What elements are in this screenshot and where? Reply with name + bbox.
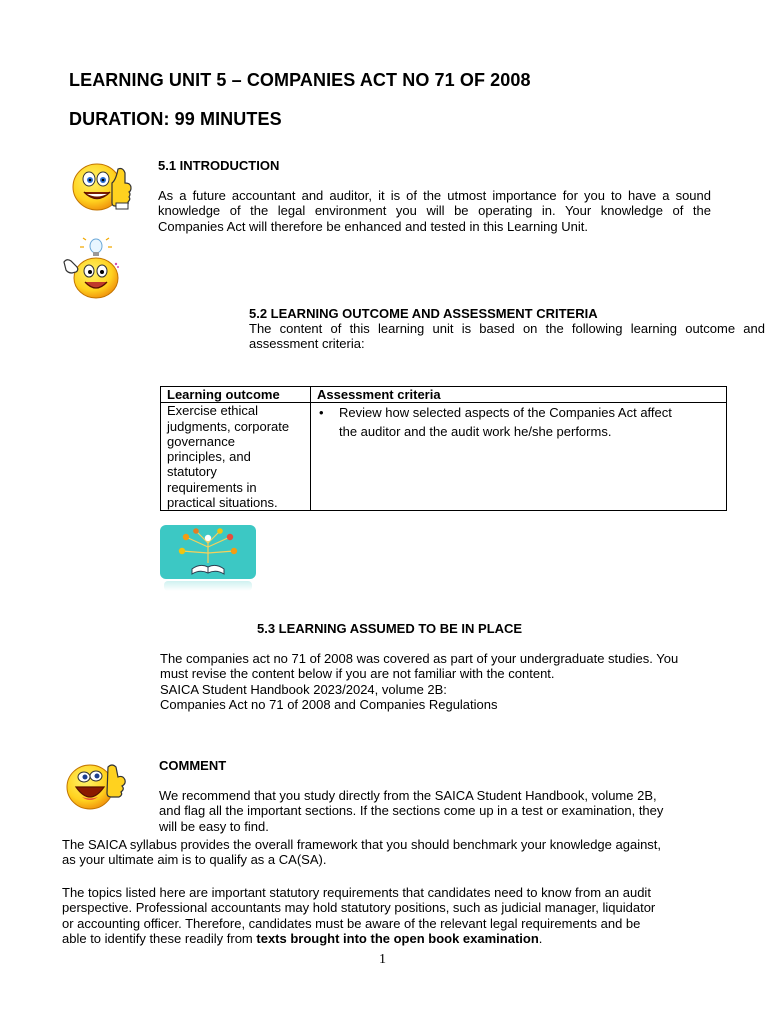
topics-line: or accounting officer. Therefore, candidates must be aware of the relevant legal requirements and be bbox=[62, 915, 641, 931]
bullet-icon: • bbox=[319, 405, 324, 421]
smiley-lightbulb-icon bbox=[60, 236, 122, 300]
syllabus-line: as your ultimate aim is to qualify as a CA(SA). bbox=[62, 852, 327, 868]
mind-map-book-icon bbox=[160, 525, 257, 593]
table-header-row bbox=[161, 387, 727, 403]
table-header-outcome: Learning outcome bbox=[161, 387, 311, 403]
assumed-line: must revise the content below if you are not familiar with the content. bbox=[160, 666, 555, 682]
table-header-criteria: Assessment criteria bbox=[311, 387, 727, 403]
topics-line: The topics listed here are important statutory requirements that candidates need to know from an audit bbox=[62, 885, 651, 900]
outcome-cell bbox=[161, 403, 311, 511]
assumed-paragraph bbox=[160, 651, 727, 712]
outcome-line: assessment criteria: bbox=[249, 336, 365, 352]
assumed-line: Companies Act no 71 of 2008 and Companies Regulations bbox=[160, 696, 498, 712]
assumed-line: The companies act no 71 of 2008 was covered as part of your undergraduate studies. You bbox=[160, 651, 679, 666]
intro-line: Companies Act will therefore be enhanced and tested in this Learning Unit. bbox=[158, 218, 588, 234]
assumed-line: SAICA Student Handbook 2023/2024, volume 2B: bbox=[160, 681, 447, 697]
intro-line: knowledge of the legal environment you will be operating in. Your knowledge of the bbox=[158, 203, 711, 219]
comment-line: and flag all the important sections. If the sections come up in a test or examination, they bbox=[159, 803, 664, 819]
page-number: 1 bbox=[379, 952, 386, 967]
intro-paragraph bbox=[158, 188, 711, 234]
topics-paragraph bbox=[62, 885, 722, 946]
outcome-line: statutory bbox=[167, 464, 217, 480]
outcome-line: requirements in bbox=[167, 479, 257, 495]
outcome-line: The content of this learning unit is based on the following learning outcome and bbox=[249, 321, 765, 336]
outcome-line: judgments, corporate bbox=[167, 418, 290, 434]
topics-last-line-bold: texts brought into the open book examination bbox=[256, 930, 539, 946]
learning-outcome-table bbox=[160, 386, 727, 511]
comment-paragraph bbox=[159, 788, 712, 834]
criteria-line: the auditor and the audit work he/she performs. bbox=[339, 423, 612, 439]
comment-line: We recommend that you study directly from the SAICA Student Handbook, volume 2B, bbox=[159, 788, 657, 803]
duration-heading: DURATION: 99 MINUTES bbox=[69, 109, 282, 129]
outcome-paragraph bbox=[249, 321, 765, 352]
outcome-line: practical situations. bbox=[167, 495, 278, 511]
intro-heading: 5.1 INTRODUCTION bbox=[158, 158, 280, 173]
outcome-line: principles, and bbox=[167, 449, 251, 465]
topics-last-line-start: able to identify these readily from bbox=[62, 930, 257, 946]
outcome-line: Exercise ethical bbox=[167, 403, 259, 419]
syllabus-paragraph bbox=[62, 837, 722, 868]
outcome-heading: 5.2 LEARNING OUTCOME AND ASSESSMENT CRITERIA bbox=[249, 306, 598, 321]
smiley-waving-icon bbox=[64, 757, 128, 813]
criteria-line: Review how selected aspects of the Companies Act affect bbox=[339, 405, 672, 421]
criteria-bullet-item bbox=[317, 405, 720, 439]
outcome-line: governance bbox=[167, 433, 235, 449]
unit-title: LEARNING UNIT 5 – COMPANIES ACT NO 71 OF 2008 bbox=[69, 70, 531, 90]
assumed-heading: 5.3 LEARNING ASSUMED TO BE IN PLACE bbox=[257, 621, 523, 636]
topics-last-line-end: . bbox=[538, 930, 543, 946]
topics-line: perspective. Professional accountants may hold statutory positions, such as judicial manager, liquidator bbox=[62, 900, 656, 916]
smiley-thumbs-up-icon bbox=[70, 157, 134, 217]
intro-line: As a future accountant and auditor, it is of the utmost importance for you to have a sound bbox=[158, 188, 711, 203]
table-row bbox=[161, 403, 727, 511]
syllabus-line: The SAICA syllabus provides the overall framework that you should benchmark your knowledge against, bbox=[62, 837, 662, 852]
comment-line: will be easy to find. bbox=[159, 818, 269, 834]
criteria-cell bbox=[311, 403, 727, 511]
topics-last-line bbox=[62, 931, 722, 946]
comment-heading: COMMENT bbox=[159, 758, 227, 773]
